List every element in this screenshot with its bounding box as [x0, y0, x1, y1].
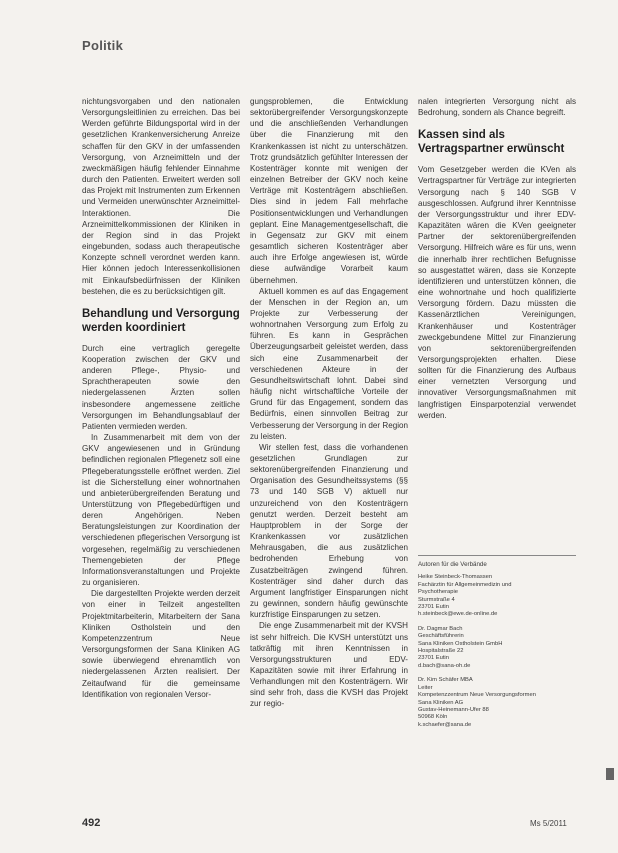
paragraph: nichtungsvorgaben und den nationalen Versorgungsleitlinien zu erreichen. Das bei Werden geführte Bildungsportal wird in der gesetzlichen Krankenversicherung Anreize schaffen für den GKV in der umfassenden Versorgung, von Arzneimitteln und der zweckmäßigen häufig fehlender Einnahme durch den Patienten. Erweitert werden soll das Projekt mit Instrumenten zum Erkennen und Vermeiden unerwünschter Arzneimittel-Interaktionen. Die Arzneimittelkommissionen der Kliniken in der Region sind in das Projekt eingebunden, sodass auch therapeutische Konzepte schnell verordnet werden kann. Hier können jedoch Interessenkollisionen mit Einkaufsbedürfnissen der Kliniken bestehen, die es zu berücksichtigen gilt.: [82, 97, 240, 296]
contact-email[interactable]: h.steinbeck@ewe.de-online.de: [418, 611, 498, 618]
contact-line: 50968 Köln: [418, 714, 448, 721]
author-contacts-box: [418, 555, 576, 736]
subheading: Kassen sind als Vertragspartner erwünscht: [418, 129, 565, 156]
paragraph: Die enge Zusammenarbeit mit der KVSH ist sehr hilfreich. Die KVSH unterstützt uns tatkräftig mit ihren Kenntnissen in Versorgungsstrukturen und EDV-Kapazitäten sowie mit ihrer Erfahrung in Verhandlungen mit den Kostenträgern. Wir sind sehr froh, dass die KVSH das Projekt zur regio-: [250, 621, 408, 709]
contact-line: Dr. Dagmar Bach: [418, 625, 463, 632]
contact-line: Sturmstraße 4: [418, 596, 455, 603]
text-column-3: [418, 96, 576, 421]
text-column-2: [250, 96, 408, 710]
contacts-title: Autoren für die Verbände: [418, 561, 487, 568]
subheading: Behandlung und Versorgung werden koordiniert: [82, 307, 240, 334]
issue-label: Ms 5/2011: [530, 819, 567, 828]
contact-line: Sana Kliniken AG: [418, 699, 464, 706]
paragraph: Vom Gesetzgeber werden die KVen als Vertragspartner für Verträge zur integrierten Versorgung nach § 140 SGB V ausgeschlossen. Aufgrund ihrer Kenntnisse der Versorgungsstruktur und ihrer EDV-Kapazitäten wären die KVen geeigneter Partner der sektorenübergreifenden Versorgung. Hilfreich wäre es für uns, wenn die innerhalb ihrer rechtlichen Befugnisse so ausgestattet wären, dass sie Konzepte identifizieren und unterstützen können, die eine wohnortnahe und hoch qualifizierte Versorgung fördern. Dazu müssten die Kassenärztlichen Vereinigungen, Krankenhäuser und Kostenträger zweckgebundene Mittel zur Finanzierung von sektorenübergreifenden Versorgungsprojekten erhalten. Diese sollten für die Finanzierung des Aufbaus einer vernetzten Versorgung und innovativer Versorgungsmaßnahmen mit langfristigen Einsparpotenzial verwendet werden.: [418, 165, 576, 420]
contact-line: Psychotherapie: [418, 589, 458, 596]
contact-line: Sana Kliniken Ostholstein GmbH: [418, 640, 503, 647]
contact-line: 23701 Eutin: [418, 655, 449, 662]
contact-line: Geschäftsführerin: [418, 633, 464, 640]
contact-block: [418, 574, 576, 618]
edge-mark: [606, 768, 614, 780]
contact-line: Gustav-Heinemann-Ufer 88: [418, 706, 489, 713]
contact-line: Fachärztin für Allgemeinmedizin und: [418, 581, 512, 588]
paragraph: nalen integrierten Versorgung nicht als Bedrohung, sondern als Chance begreift.: [418, 97, 576, 118]
text-column-1: [82, 96, 240, 700]
contact-block: [418, 677, 576, 729]
paragraph: Durch eine vertraglich geregelte Kooperation zwischen der GKV und anderen Pflege-, Physio- und Sprachtherapeuten sowie den niedergelassenen Ärzten sollen insbesondere angemessene zeitliche Versorgungen im Behandlungsablauf der Patienten vermieden werden.: [82, 343, 240, 431]
paragraph: Die dargestellten Projekte werden derzeit von einer in Teilzeit angestellten Projektmitarbeiterin, Mitarbeitern der Sana Kliniken Ostholstein und den Kompetenzzentrum Neue Versorgungsformen der Sana Kliniken AG sowie überwiegend ehrenamtlich von niedergelassenen Ärzten realisiert. Der Zeitaufwand für die gemeinsame Identifikation von regionalen Versor-: [82, 589, 240, 699]
contact-line: Leiter: [418, 684, 433, 691]
contact-block: [418, 626, 576, 670]
page-number: 492: [82, 817, 101, 829]
contact-email[interactable]: k.schaefer@sana.de: [418, 721, 472, 728]
contact-line: Hospitalstraße 22: [418, 648, 464, 655]
contact-line: Kompetenzzentrum Neue Versorgungsformen: [418, 692, 536, 699]
paragraph: gungsproblemen, die Entwicklung sektorübergreifender Versorgungskonzepte und die anschließenden Verhandlungen über die Finanzierung mit den Krankenkassen ist nicht zu unterschätzen. Trotz grundsätzlich gefühlter Interessen der Kostenträger konnte mit wenigen der einzelnen Betreiber der GKV noch keine Verträge mit Kostenträgern abschließen. Dies sind in jedem Fall mehrfache Positionsentwicklungen und Verhandlungen geplant. Eine Managementgesellschaft, die in Gegensatz zur GKV mit einem gesamtlich sicheren Kostenträger aber auch ihre Erfolge angewiesen ist, würde diese aufwändige Vorarbeit kaum übernehmen.: [250, 97, 408, 285]
paragraph: Aktuell kommen es auf das Engagement der Menschen in der Region an, um Projekte zur Verbesserung der wohnortnahen Versorgung zum Erfolg zu führen. Es kann in Gesprächen Überzeugungsarbeit geleistet werden, dass sich eine Zusammenarbeit der verschiedenen Akteure in der Gesundheitswirtschaft lohnt. Dabei sind häufig nicht wirtschaftliche Vorteile der Grund für das Engagement, sondern das Bedürfnis, einen sinnvollen Beitrag zur Verbesserung der Versorgung in der Region zu leisten.: [250, 286, 408, 441]
contact-line: Dr. Kim Schäfer MBA: [418, 677, 473, 684]
section-label: Politik: [82, 38, 124, 53]
contact-email[interactable]: d.bach@sana-oh.de: [418, 662, 471, 669]
contact-line: 23701 Eutin: [418, 604, 449, 611]
paragraph: Wir stellen fest, dass die vorhandenen gesetzlichen Grundlagen zur sektorenübergreifenden Finanzierung und Organisation des Gesundheitssystems (§§ 73 und 140 SGB V) aktuell nur unzureichend von den Kostenträgern genutzt werden. Derzeit besteht am Hauptproblem in der Sorge der Krankenkassen vor zusätzlichen Mehrausgaben, die aus zusätzlichen bedrohenden Erhebung von Zusatzbeiträgen zwingend führen. Kostenträger sind daher durch das Argument langfristiger Einsparungen nicht zu gewinnen, sondern häufig gewünschte kurzfristige Einsparungen zu setzen.: [250, 442, 408, 620]
paragraph: In Zusammenarbeit mit dem von der GKV angewiesenen und in Gründung befindlichen regionalen Pflegenetz soll eine Pflegeberatungsstelle eröffnet werden. Ziel ist die Sicherstellung einer wohnortnahen und anbieterübergreifenden Beratung und Unterstützung von Pflegebedürftigen und deren Angehörigen. Neben Beratungsleistungen zur Koordination der verschiedenen pflegerischen Versorgung ist vorgesehen, regelmäßig zu verschiedenen Themengebieten der Pflege Informationsveranstaltungen und Projekte zu organisieren.: [82, 433, 240, 588]
contact-line: Heike Steinbeck-Thomassen: [418, 574, 493, 581]
